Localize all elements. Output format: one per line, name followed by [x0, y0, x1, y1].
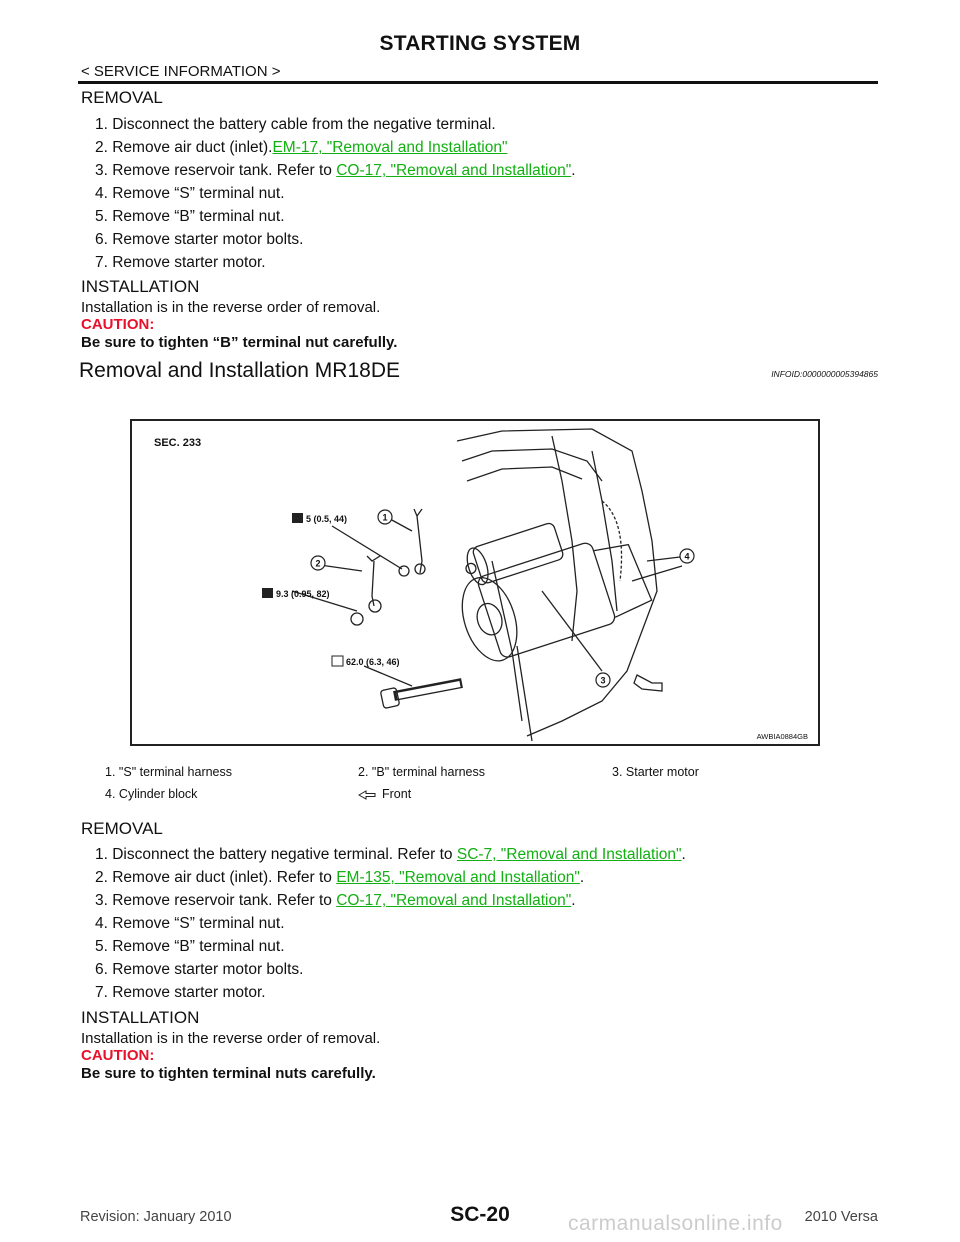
doc-title: STARTING SYSTEM [379, 32, 581, 55]
s1-step-3: 3. Remove reservoir tank. Refer to CO-17, "Removal and Installation". [95, 162, 576, 179]
s2-step-5: 5. Remove “B” terminal nut. [95, 938, 285, 955]
header-divider [78, 81, 878, 84]
starter-bolt [380, 683, 462, 708]
s1-step-2: 2. Remove air duct (inlet).EM-17, "Removal and Installation" [95, 139, 508, 156]
revision-date: Revision: January 2010 [80, 1209, 232, 1225]
front-arrow [634, 675, 662, 691]
caution-label-1: CAUTION: [81, 316, 155, 333]
figure-code: AWBIA0884GB [756, 732, 808, 741]
legend-item-4: 4. Cylinder block [105, 787, 198, 801]
section-breadcrumb: < SERVICE INFORMATION > [81, 63, 281, 80]
caution-text-2: Be sure to tighten terminal nuts carefully. [81, 1065, 376, 1082]
legend-front: Front [358, 787, 411, 801]
link-em-17[interactable]: EM-17, "Removal and Installation" [272, 139, 508, 156]
s1-step-4: 4. Remove “S” terminal nut. [95, 185, 285, 202]
s2-step-4: 4. Remove “S” terminal nut. [95, 915, 285, 932]
caution-label-2: CAUTION: [81, 1047, 155, 1064]
link-co-17[interactable]: CO-17, "Removal and Installation" [336, 162, 572, 179]
s2-step-2: 2. Remove air duct (inlet). Refer to EM-135, "Removal and Installation". [95, 869, 585, 886]
link-sc-7[interactable]: SC-7, "Removal and Installation" [456, 846, 682, 863]
s2-step-6: 6. Remove starter motor bolts. [95, 961, 304, 978]
front-arrow-icon [358, 790, 376, 800]
s1-step-5: 5. Remove “B” terminal nut. [95, 208, 285, 225]
page-number: SC-20 [450, 1203, 510, 1226]
removal-heading-2: REMOVAL [81, 819, 163, 838]
link-co-17-b[interactable]: CO-17, "Removal and Installation" [336, 892, 572, 909]
b-terminal-harness [372, 561, 374, 606]
s2-step-3: 3. Remove reservoir tank. Refer to CO-17, "Removal and Installation". [95, 892, 576, 909]
installation-heading-2: INSTALLATION [81, 1008, 200, 1027]
removal-heading-1: REMOVAL [81, 88, 163, 107]
torque-3-label: 62.0 (6.3, 46) [346, 657, 400, 667]
starter-illustration [132, 421, 818, 744]
callout-2: 2 [315, 558, 321, 569]
section-heading: Removal and Installation MR18DE [79, 359, 400, 382]
link-em-135[interactable]: EM-135, "Removal and Installation" [336, 869, 580, 886]
legend-item-2: 2. "B" terminal harness [358, 765, 486, 779]
s1-step-7: 7. Remove starter motor. [95, 254, 266, 271]
sec-label: SEC. 233 [154, 437, 202, 449]
callout-3: 3 [600, 675, 606, 686]
s1-step-6: 6. Remove starter motor bolts. [95, 231, 304, 248]
legend-item-3: 3. Starter motor [612, 765, 699, 779]
s2-step-7: 7. Remove starter motor. [95, 984, 266, 1001]
info-id: INFOID:0000000005394865 [771, 369, 878, 379]
vehicle-model: 2010 Versa [804, 1209, 878, 1225]
caution-text-1: Be sure to tighten “B” terminal nut carefully. [81, 334, 398, 351]
torque-1-label: 5 (0.5, 44) [306, 514, 348, 524]
installation-heading-1: INSTALLATION [81, 277, 200, 296]
s1-step-1: 1. Disconnect the battery cable from the negative terminal. [95, 116, 496, 133]
starter-motor-figure [130, 419, 820, 746]
callout-1: 1 [382, 512, 388, 523]
s2-step-1: 1. Disconnect the battery negative terminal. Refer to SC-7, "Removal and Installation". [95, 846, 686, 863]
watermark: carmanualsonline.info [568, 1212, 783, 1235]
starter-motor [443, 500, 655, 667]
installation-text-2: Installation is in the reverse order of removal. [81, 1030, 381, 1047]
legend-item-1: 1. "S" terminal harness [105, 765, 233, 779]
torque-2-label: 9.3 (0.95, 82) [276, 589, 330, 599]
installation-text-1: Installation is in the reverse order of removal. [81, 299, 381, 316]
callout-4: 4 [684, 551, 690, 562]
